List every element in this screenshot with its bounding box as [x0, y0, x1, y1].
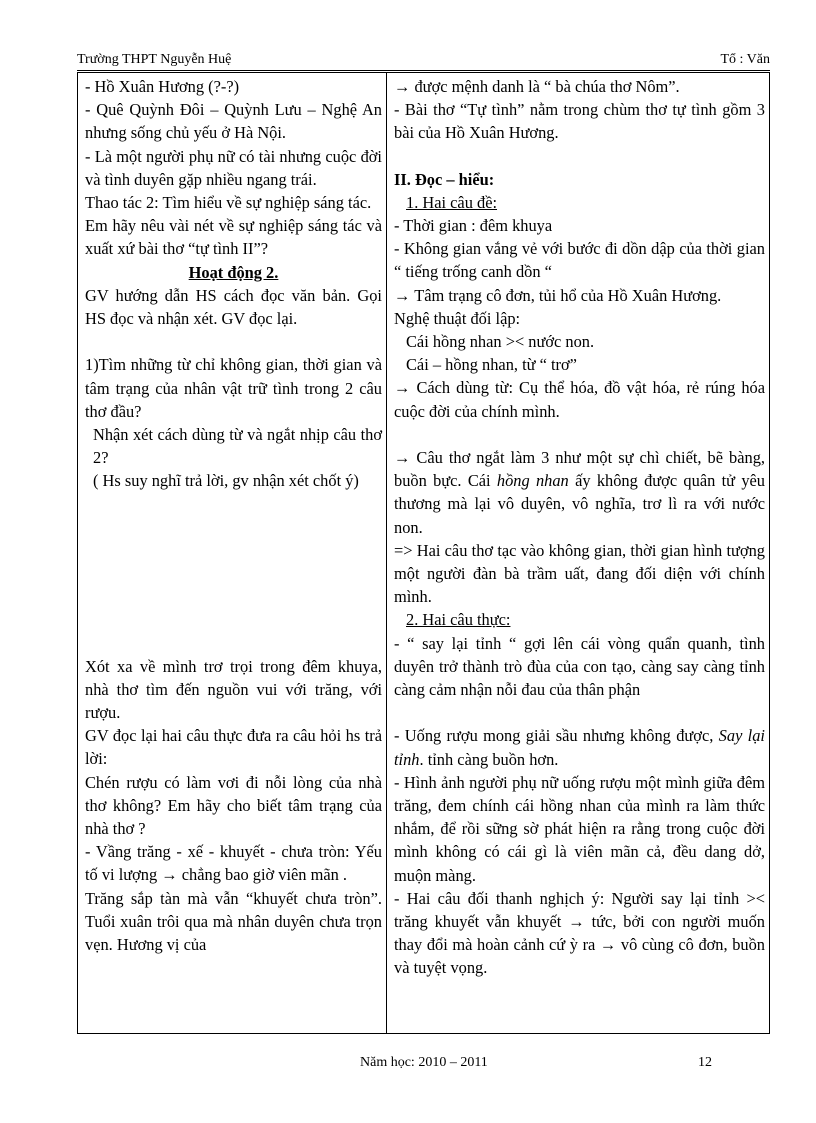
teacher-prompt: GV đọc lại hai câu thực đưa ra câu hỏi hs trả lời: — [85, 726, 382, 769]
spacer — [85, 493, 382, 655]
question-word-usage: Nhận xét cách dùng từ và ngắt nhịp câu thơ 2? — [93, 425, 382, 468]
spacer — [394, 145, 765, 168]
lesson-table — [77, 72, 770, 1034]
page-number: 12 — [698, 1055, 712, 1070]
woman-image-note: - Hình ảnh người phụ nữ uống rượu một mình giữa đêm trăng, đem chính cái hồng nhan của mình ra làm thức nhắm, để rồi sững sờ phát hiện ra rằng trong cuộc đời mình không có cái gì là viên mãn cả, đều dang dở, muộn màng. — [394, 772, 765, 885]
poem-origin: - Bài thơ “Tự tình” nằm trong chùm thơ tự tình gồm 3 bài của Hồ Xuân Hương. — [394, 100, 765, 143]
teacher-activity-column — [85, 75, 382, 956]
conclusion-note: => Hai câu thơ tạc vào không gian, thời gian hình tượng một người đàn bà trầm uất, đang đối diện với chính mình. — [394, 540, 765, 607]
mood-note: → Tâm trạng cô đơn, tủi hổ của Hồ Xuân Hương. — [394, 285, 722, 305]
page-header — [77, 50, 770, 71]
contrast-2: Cái – hồng nhan, từ “ trơ” — [406, 355, 577, 375]
title-queen-of-nom: → được mệnh danh là “ bà chúa thơ Nôm”. — [394, 77, 680, 96]
contrast-1: Cái hồng nhan >< nước non. — [406, 332, 595, 352]
rhythm-note — [394, 446, 765, 539]
activity-2-heading: Hoạt động 2. — [188, 262, 279, 282]
department-name: Tổ : Văn — [720, 52, 770, 67]
drunk-sober-note: - “ say lại tỉnh “ gợi lên cái vòng quẩn quanh, tình duyên trở thành trò đùa của con tạo, càng say càng tỉnh càng cảm nhận nỗi đau của thân phận — [394, 633, 765, 700]
wine-note — [394, 724, 765, 770]
content-column — [394, 75, 765, 980]
question-wine: Chén rượu có làm vơi đi nỗi lòng của nhà thơ không? Em hãy cho biết tâm trạng của nhà thơ ? — [85, 772, 382, 839]
question-career: Em hãy nêu vài nét về sự nghiệp sáng tác và xuất xứ bài thơ “tự tình II”? — [85, 216, 382, 259]
task-2: Thao tác 2: Tìm hiểu về sự nghiệp sáng tác. — [85, 193, 372, 213]
section-reading-heading: II. Đọc – hiểu: — [394, 169, 495, 189]
answer-note: ( Hs suy nghĩ trả lời, gv nhận xét chốt ý) — [93, 471, 359, 491]
wine-text-a: - Uống rượu mong giải sầu nhưng không được, — [394, 726, 719, 746]
school-name: Trường THPT Nguyễn Huệ — [77, 52, 232, 67]
moon-note: - Vầng trăng - xế - khuyết - chưa tròn: Yếu tố vi lượng → chẳng bao giờ viên mãn . — [85, 842, 382, 885]
transition-text: Xót xa về mình trơ trọi trong đêm khuya, nhà thơ tìm đến nguồn vui với trăng, với rượu. — [85, 656, 382, 723]
rhythm-emphasis: hồng nhan — [496, 471, 569, 491]
rhythm-text-a: → Câu thơ ngắt làm 3 như một sự chì chiết, bẽ bàng, buồn bực. Cái — [394, 448, 765, 491]
school-year: Năm học: 2010 – 2011 — [360, 1055, 488, 1070]
subsection-1-heading: 1. Hai câu đề: — [406, 192, 498, 212]
author-hometown: - Quê Quỳnh Đôi – Quỳnh Lưu – Nghệ An nhưng sống chủ yếu ở Hà Nội. — [85, 100, 382, 143]
parallel-note: - Hai câu đối thanh nghịch ý: Người say lại tỉnh >< trăng khuyết vẫn khuyết → tức, bởi con người muốn thay đổi mà hoàn cảnh cứ ỳ ra → vô cùng cô đơn, buồn và tuyệt vọng. — [394, 888, 765, 978]
moon-analysis: Trăng sắp tàn mà vẫn “khuyết chưa tròn”. Tuổi xuân trôi qua mà nhân duyên chưa trọn vẹn. Hương vị của — [85, 888, 382, 955]
reading-guide: GV hướng dẫn HS cách đọc văn bản. Gọi HS đọc và nhận xét. GV đọc lại. — [85, 285, 382, 329]
word-usage-note: → Cách dùng từ: Cụ thể hóa, đồ vật hóa, rẻ rúng hóa cuộc đời của chính mình. — [394, 378, 765, 421]
column-divider — [386, 73, 387, 1033]
wine-text-b: . tỉnh càng buồn hơn. — [419, 749, 559, 769]
rhythm-text-b: ấy không được quân tử yêu thương mà lại vô duyên, vô nghĩa, trơ lì ra với nước non. — [394, 471, 765, 537]
wine-emphasis: Say lại tỉnh — [394, 726, 765, 769]
question-1: 1)Tìm những từ chỉ không gian, thời gian và tâm trạng của nhân vật trữ tình trong 2 câu thơ đầu? — [85, 355, 382, 421]
space-note: - Không gian vắng vẻ với bước đi dồn dập của thời gian “ tiếng trống canh dồn “ — [394, 239, 765, 282]
author-name: - Hồ Xuân Hương (?-?) — [85, 77, 240, 96]
author-life: - Là một người phụ nữ có tài nhưng cuộc đời và tình duyên gặp nhiều ngang trái. — [85, 146, 382, 189]
contrast-heading: Nghệ thuật đối lập: — [394, 308, 521, 328]
subsection-2-heading: 2. Hai câu thực: — [406, 610, 511, 630]
time-note: - Thời gian : đêm khuya — [394, 216, 553, 236]
